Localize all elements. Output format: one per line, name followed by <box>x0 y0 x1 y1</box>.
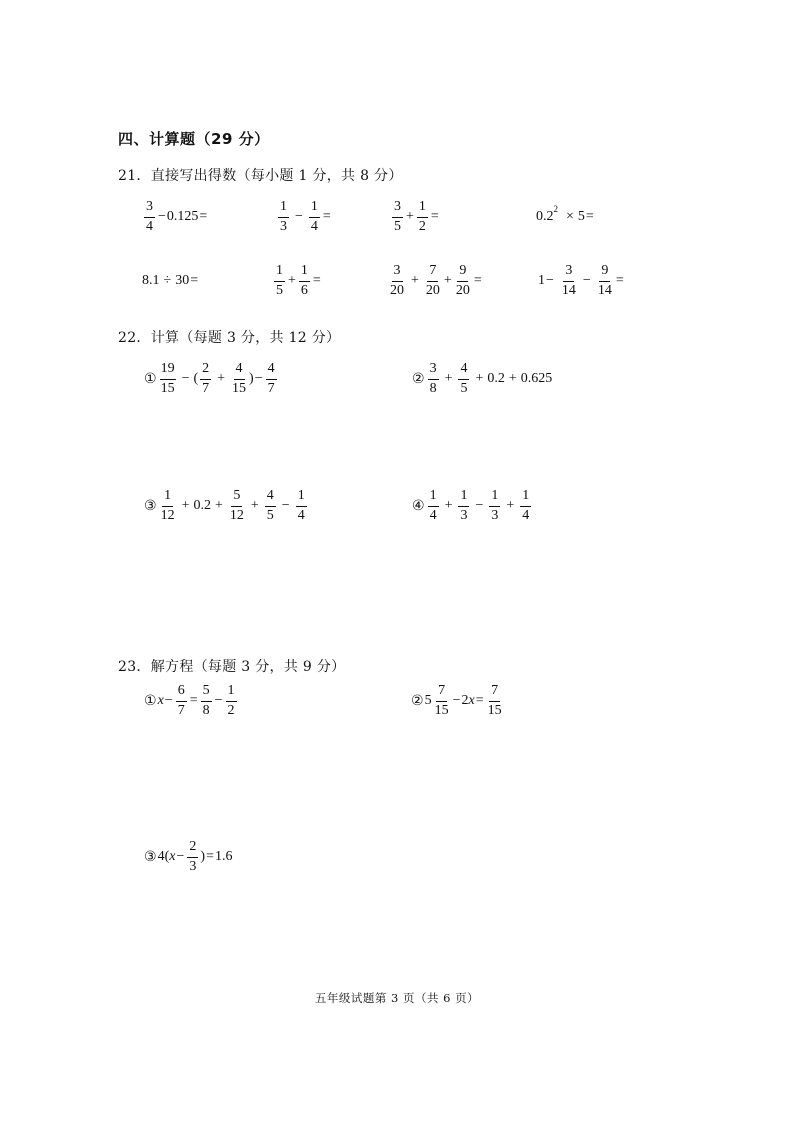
fraction: $\frac{5}{8}$ <box>202 683 210 718</box>
number: $0.2^2$ <box>536 204 558 224</box>
problem-number: ③ <box>144 849 157 866</box>
q23-equation-1 <box>144 684 239 718</box>
fraction: $\frac{19}{15}$ <box>160 361 175 396</box>
question-22-title: 22．计算（每题 3 分，共 12 分） <box>118 330 341 346</box>
section-title: 四、计算题（29 分） <box>118 130 270 148</box>
operator: + <box>411 273 419 289</box>
number: 1.6 <box>214 849 233 865</box>
number: 0.125 <box>166 209 199 225</box>
number: 0.2 <box>487 371 505 387</box>
fraction: $\frac{1}{4}$ <box>310 199 318 234</box>
operator: − <box>452 693 461 709</box>
operator: − <box>214 693 223 709</box>
q21-item-5 <box>142 274 199 288</box>
operator: + <box>443 273 452 289</box>
paren-open: ( <box>164 849 170 865</box>
whole-number: 5 <box>424 693 432 709</box>
operator: + <box>444 371 453 387</box>
fraction: $\frac{1}{3}$ <box>280 199 287 234</box>
q21-item-8 <box>538 264 625 298</box>
fraction: $\frac{4}{5}$ <box>266 488 274 523</box>
operator: − <box>164 693 173 709</box>
problem-number: ② <box>411 693 424 710</box>
q22-problem-4 <box>412 489 533 523</box>
q21-item-7 <box>387 264 483 298</box>
number: 30 <box>175 273 190 288</box>
operator: + <box>444 498 453 514</box>
q22-problem-2 <box>412 362 552 396</box>
variable-x: x <box>169 849 176 865</box>
equals: = <box>585 208 594 224</box>
operator: + <box>508 371 517 387</box>
fraction: $\frac{3}{20}$ <box>390 263 404 298</box>
problem-number: ① <box>144 371 157 388</box>
fraction: $\frac{4}{5}$ <box>460 361 468 396</box>
fraction: $\frac{3}{5}$ <box>394 199 401 234</box>
equals: = <box>615 273 624 289</box>
q21-item-6 <box>272 264 322 298</box>
variable-x: x <box>468 693 475 709</box>
fraction: $\frac{1}{3}$ <box>460 488 468 523</box>
operator: − <box>475 498 484 514</box>
number: 5 <box>577 208 585 224</box>
paren-close: ) <box>249 371 254 387</box>
equals: = <box>312 273 321 289</box>
fraction: $\frac{1}{2}$ <box>227 683 235 718</box>
number: 1 <box>538 273 545 289</box>
q22-problem-3 <box>144 489 309 523</box>
fraction: $\frac{1}{3}$ <box>491 488 499 523</box>
fraction: $\frac{2}{3}$ <box>189 839 197 874</box>
equals: = <box>473 273 482 289</box>
q21-item-1 <box>142 200 208 234</box>
problem-number: ③ <box>144 498 157 515</box>
operator: − <box>295 209 303 225</box>
fraction: $\frac{1}{4}$ <box>297 488 305 523</box>
operator: × <box>566 208 574 224</box>
fraction: $\frac{6}{7}$ <box>177 683 185 718</box>
fraction: $\frac{9}{14}$ <box>597 263 612 298</box>
operator: + <box>250 498 259 514</box>
problem-number: ① <box>144 693 157 710</box>
fraction: $\frac{4}{15}$ <box>232 361 247 396</box>
number: 0.2 <box>193 498 211 514</box>
fraction: $\frac{9}{20}$ <box>455 263 470 298</box>
operator: + <box>214 498 223 514</box>
operator: − <box>281 498 290 514</box>
fraction: $\frac{7}{20}$ <box>425 263 440 298</box>
paren-close: ) <box>200 849 206 865</box>
operator: + <box>288 273 296 289</box>
number: 8.1 <box>142 273 160 288</box>
question-23-title: 23．解方程（每题 3 分，共 9 分） <box>118 659 346 675</box>
page-footer: 五年级试题第 3 页（共 6 页） <box>314 991 480 1005</box>
operator: − <box>254 371 263 387</box>
operator: − <box>158 209 166 225</box>
operator: + <box>406 209 414 225</box>
operator: + <box>217 371 226 387</box>
fraction: $\frac{1}{5}$ <box>276 263 283 298</box>
coefficient: 2 <box>461 693 469 709</box>
q21-item-4 <box>536 204 595 224</box>
fraction: $\frac{5}{12}$ <box>229 488 244 523</box>
fraction: $\frac{1}{4}$ <box>429 488 437 523</box>
q21-item-3 <box>390 200 440 234</box>
variable-x: x <box>157 693 164 709</box>
fraction: $\frac{1}{2}$ <box>418 199 426 234</box>
operator: ÷ <box>163 273 172 288</box>
equals: = <box>322 209 331 225</box>
fraction: $\frac{1}{4}$ <box>522 488 530 523</box>
q23-equation-2 <box>411 684 505 718</box>
fraction: $\frac{1}{12}$ <box>160 488 175 523</box>
operator: − <box>546 273 554 289</box>
q21-item-2 <box>276 200 332 234</box>
operator: + <box>506 498 515 514</box>
coefficient: 4 <box>157 849 165 865</box>
fraction: $\frac{1}{6}$ <box>300 263 308 298</box>
equals: = <box>189 693 198 709</box>
operator: − <box>582 273 591 289</box>
fraction: $\frac{3}{8}$ <box>429 361 437 396</box>
fraction: $\frac{3}{4}$ <box>146 199 153 234</box>
exponent: 2 <box>553 204 558 214</box>
equals: = <box>190 273 199 288</box>
q22-problem-1 <box>144 362 279 396</box>
fraction: $\frac{7}{15}$ <box>434 683 449 718</box>
operator: + <box>181 498 190 514</box>
equals: = <box>430 209 439 225</box>
problem-number: ② <box>412 371 425 388</box>
fraction: $\frac{7}{15}$ <box>487 683 502 718</box>
q23-equation-3 <box>144 840 232 874</box>
equals: = <box>206 849 214 865</box>
number: 0.625 <box>520 371 553 387</box>
operator: + <box>475 371 484 387</box>
paren-open: ( <box>193 371 199 387</box>
fraction: $\frac{2}{7}$ <box>202 361 210 396</box>
problem-number: ④ <box>412 498 425 515</box>
fraction: $\frac{3}{14}$ <box>561 263 576 298</box>
equals: = <box>475 693 484 709</box>
operator: − <box>181 371 190 387</box>
fraction: $\frac{4}{7}$ <box>267 361 275 396</box>
question-21-title: 21．直接写出得数（每小题 1 分，共 8 分） <box>118 168 403 184</box>
equals: = <box>199 209 208 225</box>
operator: − <box>176 849 185 865</box>
